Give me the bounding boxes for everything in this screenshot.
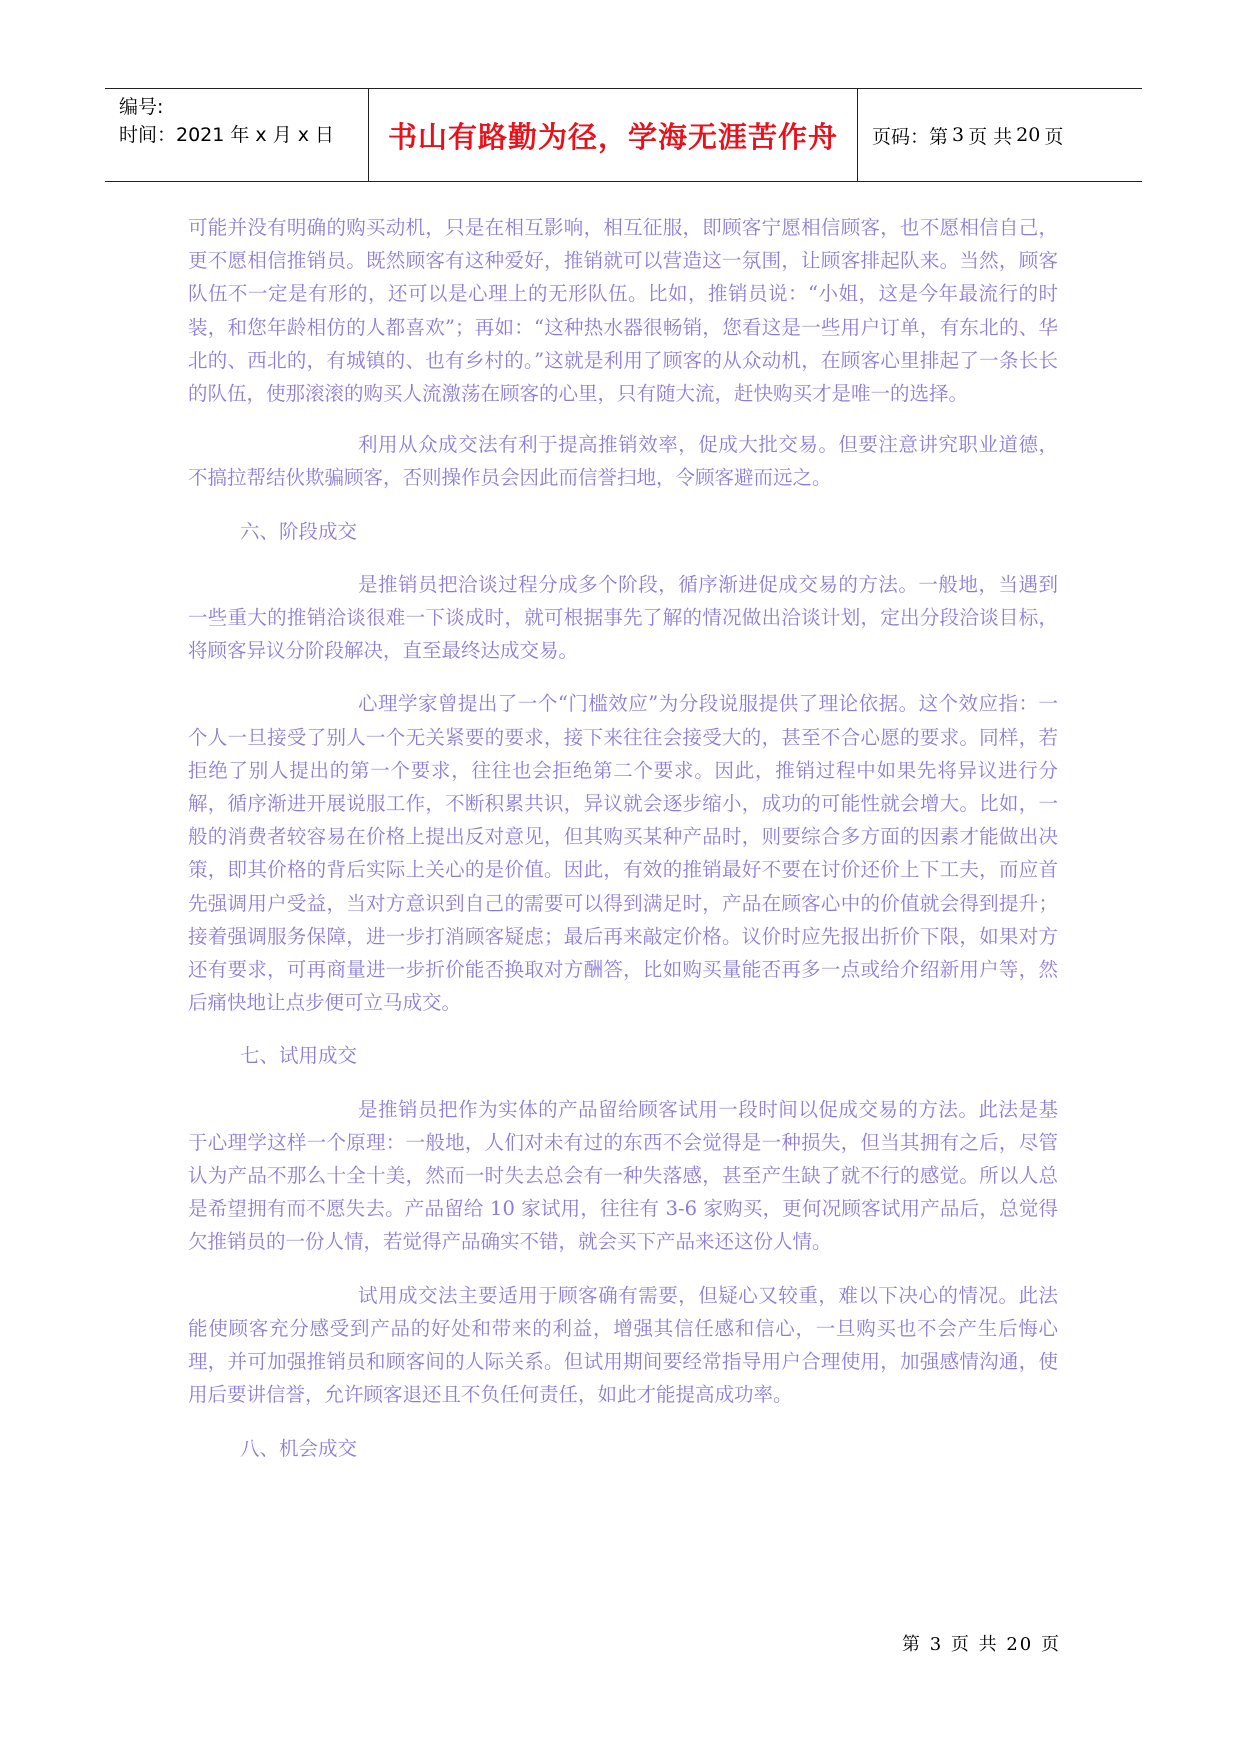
page-suffix: 页	[1044, 125, 1064, 148]
paragraph: 试用成交法主要适用于顾客确有需要，但疑心又较重，难以下决心的情况。此法能使顾客充分感受到产品的好处和带来的利益，增强其信任感和信心，一旦购买也不会产生后悔心理，并可加强推销员和顾客间的人际关系。但试用期间要经常指导用户合理使用，加强感情沟通，使用后要讲信誉，允许顾客退还且不负任何责任，如此才能提高成功率。	[188, 1283, 1058, 1407]
paragraph: 心理学家曾提出了一个“门槛效应”为分段说服提供了理论依据。这个效应指：一个人一旦接受了别人一个无关紧要的要求，接下来往往会接受大的，甚至不合心愿的要求。同样，若拒绝了别人提出的第一个要求，往往也会拒绝第二个要求。因此，推销过程中如果先将异议进行分解，循序渐进开展说服工作，不断积累共识，异议就会逐步缩小，成功的可能性就会增大。比如，一般的消费者较容易在价格上提出反对意见，但其购买某种产品时，则要综合多方面的因素才能做出决策，即其价格的背后实际上关心的是价值。因此，有效的推销最好不要在讨价还价上下工夫，而应首先强调用户受益，当对方意识到自己的需要可以得到满足时，产品在顾客心中的价值就会得到提升；接着强调服务保障，进一步打消顾客疑虑；最后再来敲定价格。议价时应先报出折价下限，如果对方还有要求，可再商量进一步折价能否换取对方酬答，比如购买量能否再多一点或给介绍新用户等，然后痛快地让点步便可立马成交。	[188, 692, 1058, 1015]
page-footer: 第 3 页 共 20 页	[902, 1634, 1061, 1655]
header-meta	[105, 89, 369, 181]
section-heading: 六、阶段成交	[240, 519, 358, 543]
page-total: 20	[1016, 124, 1041, 146]
section-heading: 七、试用成交	[240, 1044, 358, 1068]
document-number-label: 编号:	[119, 96, 164, 118]
header-motto: 书山有路勤为径，学海无涯苦作舟	[369, 89, 858, 181]
document-body	[188, 211, 1058, 1465]
section-heading: 八、机会成交	[240, 1436, 358, 1460]
paragraph: 利用从众成交法有利于提高推销效率，促成大批交易。但要注意讲究职业道德，不搞拉帮结伙欺骗顾客，否则操作员会因此而信誉扫地，令顾客避而远之。	[188, 433, 1058, 490]
paragraph: 是推销员把洽谈过程分成多个阶段，循序渐进促成交易的方法。一般地，当遇到一些重大的推销洽谈很难一下谈成时，就可根据事先了解的情况做出洽谈计划，定出分段洽谈目标，将顾客异议分阶段解决，直至最终达成交易。	[188, 572, 1058, 663]
header-page-number	[858, 89, 1142, 181]
page-current: 3	[952, 124, 965, 146]
paragraph: 是推销员把作为实体的产品留给顾客试用一段时间以促成交易的方法。此法是基于心理学这样一个原理：一般地，人们对未有过的东西不会觉得是一种损失，但当其拥有之后，尽管认为产品不那么十全十美，然而一时失去总会有一种失落感，甚至产生缺了就不行的感觉。所以人总是希望拥有而不愿失去。产品留给 10 家试用，往往有 3-6 家购买，更何况顾客试用产品后，总觉得欠推销员的一份人情，若觉得产品确实不错，就会买下产品来还这份人情。	[188, 1097, 1058, 1254]
paragraph: 可能并没有明确的购买动机，只是在相互影响，相互征服，即顾客宁愿相信顾客，也不愿相信自己，更不愿相信推销员。既然顾客有这种爱好，推销就可以营造这一氛围，让顾客排起队来。当然，顾客队伍不一定是有形的，还可以是心理上的无形队伍。比如，推销员说：“小姐，这是今年最流行的时装，和您年龄相仿的人都喜欢”；再如：“这种热水器很畅销，您看这是一些用户订单，有东北的、华北的、西北的，有城镇的、也有乡村的。”这就是利用了顾客的从众动机，在顾客心里排起了一条长长的队伍，使那滚滚的购买人流激荡在顾客的心里，只有随大流，赶快购买才是唯一的选择。	[188, 216, 1058, 406]
page-middle: 页 共	[968, 125, 1013, 148]
page-header	[105, 88, 1142, 182]
document-time: 时间：2021 年 x 月 x 日	[119, 124, 335, 146]
page-prefix: 页码：第	[872, 125, 949, 148]
